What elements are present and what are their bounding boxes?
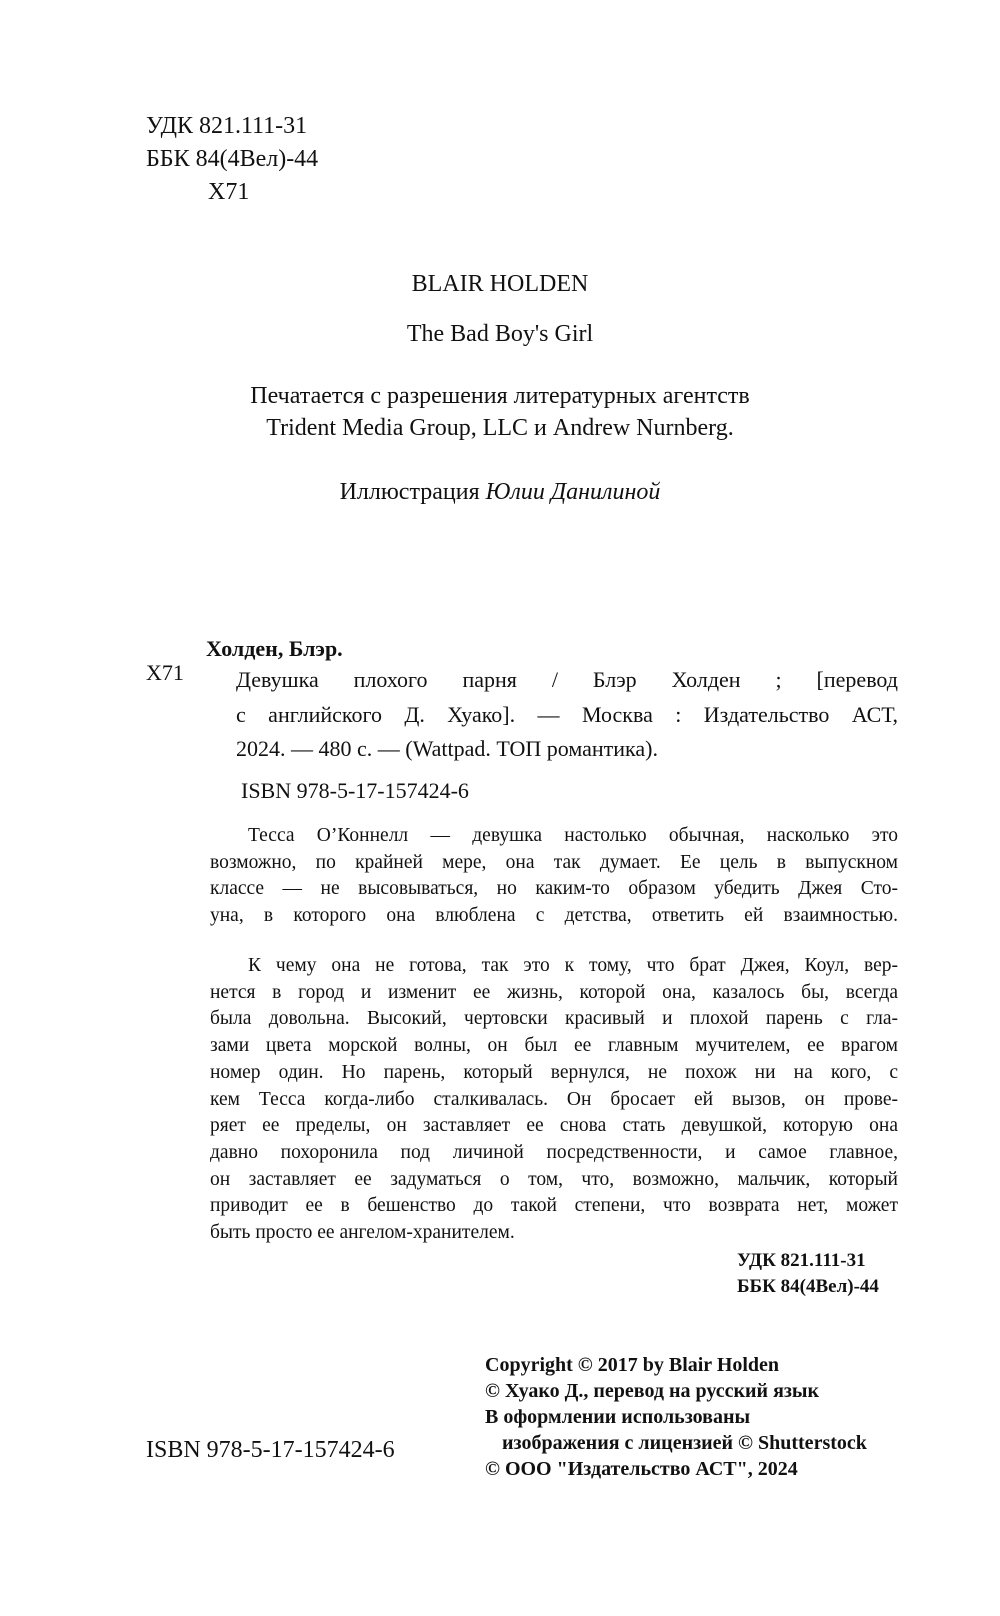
bottom-isbn: ISBN 978-5-17-157424-6 [146,1437,395,1463]
permission-line-1: Печатается с разрешения литературных агентств [250,383,750,409]
illustration-credit [0,476,1000,508]
permission-line-2: Trident Media Group, LLC и Andrew Nurnberg. [266,415,734,441]
catalog-isbn: ISBN 978-5-17-157424-6 [241,778,469,803]
annotation-line: приводит ее в бешенство до такой степени, что возврата нет, может [210,1195,898,1217]
annotation-line: классе — не высовываться, но каким-то образом убедить Джея Сто- [210,878,898,900]
copyright-line-4: изображения с лицензией © Shutterstock [502,1432,867,1454]
annotation-paragraph-2 [210,953,898,1247]
annotation-line: уна, в которого она влюблена с детства, ответить ей взаимностью. [210,905,898,927]
annotation-line: зами цвета морской волны, он был ее главным мучителем, ее врагом [210,1035,898,1057]
annotation-line: номер один. Но парень, который вернулся, не похож ни на кого, с [210,1061,898,1083]
catalog-description-line: 2024. — 480 с. — (Wattpad. ТОП романтика). [236,736,658,761]
copyright-line-3: В оформлении использованы [485,1406,751,1428]
annotation-line: ряет ее пределы, он заставляет ее снова стать девушкой, которую она [210,1115,898,1137]
annotation-line: была довольна. Высокий, чертовски красивый и плохой парень с гла- [210,1008,898,1030]
author-mark: Х71 [208,179,250,205]
copyright-line-2: © Хуако Д., перевод на русский язык [485,1380,820,1402]
illustrator-name: Юлии Данилиной [485,479,661,505]
annotation-line: К чему она не готова, так это к тому, что брат Джея, Коул, вер- [248,955,898,976]
catalog-description-line: Девушка плохого парня / Блэр Холден ; [перевод [236,667,898,692]
udk-code: УДК 821.111-31 [146,113,308,139]
annotation-line: нется в город и изменит ее жизнь, которой она, казалось бы, всегда [210,981,898,1003]
catalog-heading: Холден, Блэр. [206,636,343,661]
footer-bbk-code: ББК 84(4Вел)-44 [737,1276,879,1297]
annotation-line: возможно, по крайней мере, она так думает. Ее цель в выпускном [210,851,898,873]
copyright-line-5: © ООО "Издательство АСТ", 2024 [485,1458,798,1480]
footer-udk-code: УДК 821.111-31 [737,1250,866,1271]
annotation-line: давно похоронила под личиной посредственности, и самое главное, [210,1141,898,1163]
catalog-author-mark: Х71 [146,660,184,685]
annotation-line: Тесса О’Коннелл — девушка настолько обычная, насколько это [248,825,898,846]
annotation-line: кем Тесса когда-либо сталкивалась. Он бросает ей вызов, он прове- [210,1088,898,1110]
annotation-line: он заставляет ее задуматься о том, что, возможно, мальчик, который [210,1168,898,1190]
original-title: The Bad Boy's Girl [406,321,594,347]
catalog-description-line: с английского Д. Хуако]. — Москва : Издательство АСТ, [236,702,898,727]
annotation-paragraph-1 [210,823,898,930]
bbk-code: ББК 84(4Вел)-44 [146,146,319,172]
original-author: BLAIR HOLDEN [411,271,589,297]
illustration-label: Иллюстрация [339,479,480,505]
copyright-line-1: Copyright © 2017 by Blair Holden [485,1354,780,1376]
annotation-line: быть просто ее ангелом-хранителем. [210,1222,515,1244]
